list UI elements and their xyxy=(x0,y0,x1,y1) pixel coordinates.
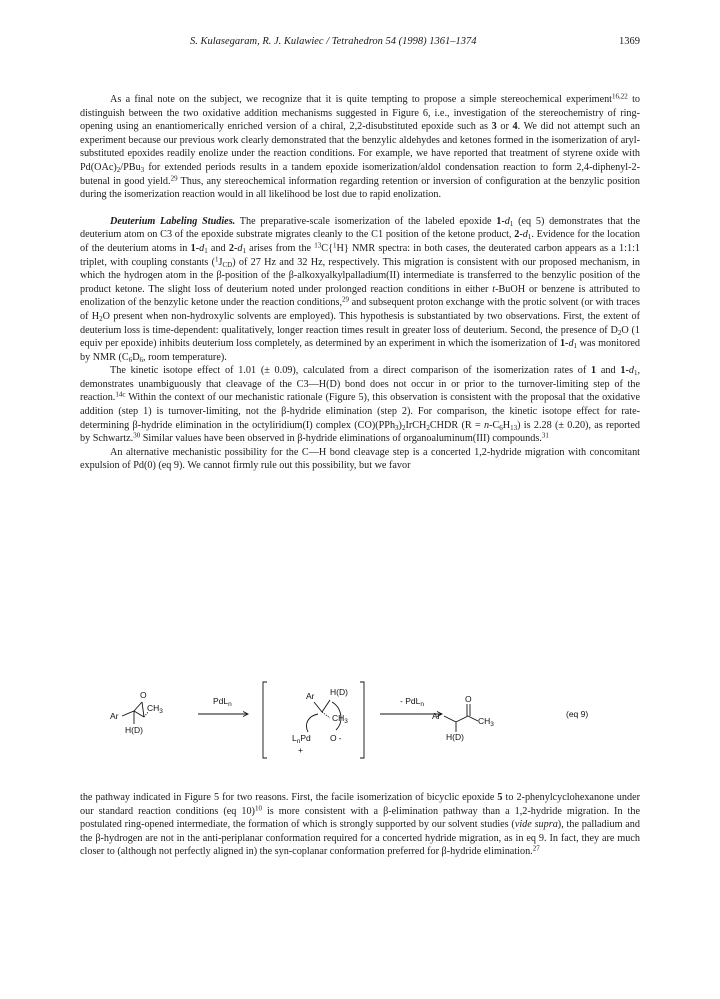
reactant-hd-label: H(D) xyxy=(125,725,143,735)
reactant-epoxide xyxy=(110,690,163,735)
product-hd-label: H(D) xyxy=(446,732,464,742)
page-number: 1369 xyxy=(619,36,640,47)
reference: 31 xyxy=(541,431,549,440)
ts-methyl-label: $CH_3$ xyxy=(332,713,348,725)
arrow2-reagent-label: - PdL$_n$ xyxy=(400,696,424,708)
ts-lnpd-label: $L_nPd$ xyxy=(292,733,311,745)
running-header xyxy=(0,36,720,50)
equation-label: (eq 9) xyxy=(566,709,589,719)
paragraph-two-reasons: the pathway indicated in Figure 5 for two reasons. First, the facile isomerization of bicyclic epoxide 5 to 2-phenylcyclohexanone under our standard reaction conditions (eq 10)$^{10}$ is more consistent with a β-elimination pathway than a 1,2-hydride migration. In the postulated ring-opened intermediate, the formation of which is strongly supported by our solvent studies (vide supra), the palladium and the β-hydrogen are not in the anti-periplanar conformation required for a concerted hydride migration, as in eq 9. In fact, they are much closer to (although not perfectly aligned in) the syn-coplanar conformation preferred for β-hydride elimination.$^{27}$ xyxy=(80,792,640,858)
transition-state xyxy=(263,682,364,758)
product-oxygen-label: O xyxy=(465,694,472,704)
paragraph-deuterium-labeling: Deuterium Labeling Studies. The preparative-scale isomerization of the labeled epoxide $1-d_1$ (eq 5) demonstrates that the deuterium atom on C3 of the epoxide substrate migrates cleanly to the C1 position of the ketone product, $2-d_1$. Evidence for the location of the deuterium atoms in $1-d_1$ and $2-d_1$ arises from the $^{13}$C{$^1$H} NMR spectra: in both cases, the deuterated carbon appears as a 1:1:1 triplet, with coupling constants $(^1J_{CD})$ of 27 Hz and 32 Hz, respectively. This migration is consistent with our proposed mechanism, in which the hydrogen atom in the β-position of the β-alkoxyalkylpalladium(II) intermediate is transferred to the benzylic position of the product ketone. The slight loss of deuterium noted under prolonged reaction conditions in either t-BuOH or benzene is attributed to enolization of the benzylic ketone under the reaction conditions,$^{29}$ and subsequent proton exchange with the protic solvent (or with traces of $H_2O$ present when non-hydroxylic solvents are employed). This hypothesis is substantiated by two observations. First, the extent of deuterium loss is time-dependent: qualitatively, longer reaction times result in greater loss of deuterium. Second, the presence of $D_2O$ (1 equiv per epoxide) inhibits deuterium loss completely, as determined by an experiment in which the isomerization of $1-d_1$ was monitored by NMR ($C_6D_6$, room temperature). xyxy=(80,215,641,364)
body-text-continued xyxy=(80,791,640,859)
reaction-arrow-1 xyxy=(198,696,248,717)
reference: 30 xyxy=(133,431,141,440)
ts-oxygen-label: O - xyxy=(330,733,342,743)
reaction-scheme-eq9 xyxy=(80,672,640,782)
ts-hd-label: H(D) xyxy=(330,687,348,697)
running-title: S. Kulasegaram, R. J. Kulawiec / Tetrahedron 54 (1998) 1361–1374 xyxy=(190,36,477,47)
reference: 27 xyxy=(532,844,540,853)
reference: 16,22 xyxy=(612,92,628,101)
ts-ar-label: Ar xyxy=(306,691,315,701)
reactant-ar-label: Ar xyxy=(110,711,119,721)
paragraph-alternative-mechanism: An alternative mechanistic possibility for the C—H bond cleavage step is a concerted 1,2-hydride migration with concomitant expulsion of Pd(0) (eq 9). We cannot firmly rule out this possibility, but we favor xyxy=(80,446,640,472)
ts-plus-label: + xyxy=(298,745,303,755)
reactant-methyl-label: $CH_3$ xyxy=(147,703,163,715)
paragraph-stereochemical-experiment: As a final note on the subject, we recognize that it is quite tempting to propose a simple stereochemical experiment$^{16,22}$ to distinguish between the two oxidative addition mechanisms suggested in Figure 6, i.e., investigation of the stereochemistry of ring-opening using an enantiomerically enriched version of a chiral, 2,2-disubstituted epoxide such as 3 or 4. We did not attempt such an experiment because our previous work clearly demonstrated that the benzylic aldehydes and ketones formed in the isomerization of aryl-substituted epoxides readily enolize under the reaction conditions. For example, we have reported that treatment of styrene oxide with $Pd(OAc)_2/PBu_3$ for extended periods results in a tandem epoxide isomerization/aldol condensation reaction to form 2,4-diphenyl-2-butenal in good yield.$^{29}$ Thus, any stereochemical information regarding retention or inversion of configuration at the benzylic position during the isomerization reaction would in all likelihood be lost due to rapid enolization. xyxy=(80,92,640,201)
paragraph-kinetic-isotope-effect: The kinetic isotope effect of 1.01 (± 0.09), calculated from a direct comparison of the isomerization rates of 1 and $1-d_1$, demonstrates unambiguously that cleavage of the C3—H(D) bond does not occur in or prior to the turnover-limiting step of the reaction.$^{14c}$ Within the context of our mechanistic rationale (Figure 5), this observation is consistent with the proposal that the oxidative addition (step 1) is turnover-limiting, not the β-hydride elimination (step 2). For comparison, the kinetic isotope effect for rate-determining β-hydride elimination in the octyliridium(I) complex $(CO)(PPh_3)_2IrCH_2CHDR$ $(R = n-C_6H_{13})$ is 2.28 (± 0.20), as reported by Schwartz.$^{30}$ Similar values have been observed in β-hydride eliminations of organoaluminum(III) compounds.$^{31}$ xyxy=(80,365,640,445)
reference: 10 xyxy=(254,804,262,813)
reference: 14c xyxy=(115,390,126,399)
product-ar-label: Ar xyxy=(432,711,441,721)
product-ketone xyxy=(432,694,494,742)
product-methyl-label: $CH_3$ xyxy=(478,716,494,728)
reference: 29 xyxy=(170,174,178,183)
reactant-oxygen-label: O xyxy=(140,690,147,700)
section-heading: Deuterium Labeling Studies. xyxy=(110,215,236,227)
body-text xyxy=(80,93,640,473)
arrow1-reagent-label: PdL$_n$ xyxy=(213,696,232,708)
reference: 29 xyxy=(342,295,349,304)
